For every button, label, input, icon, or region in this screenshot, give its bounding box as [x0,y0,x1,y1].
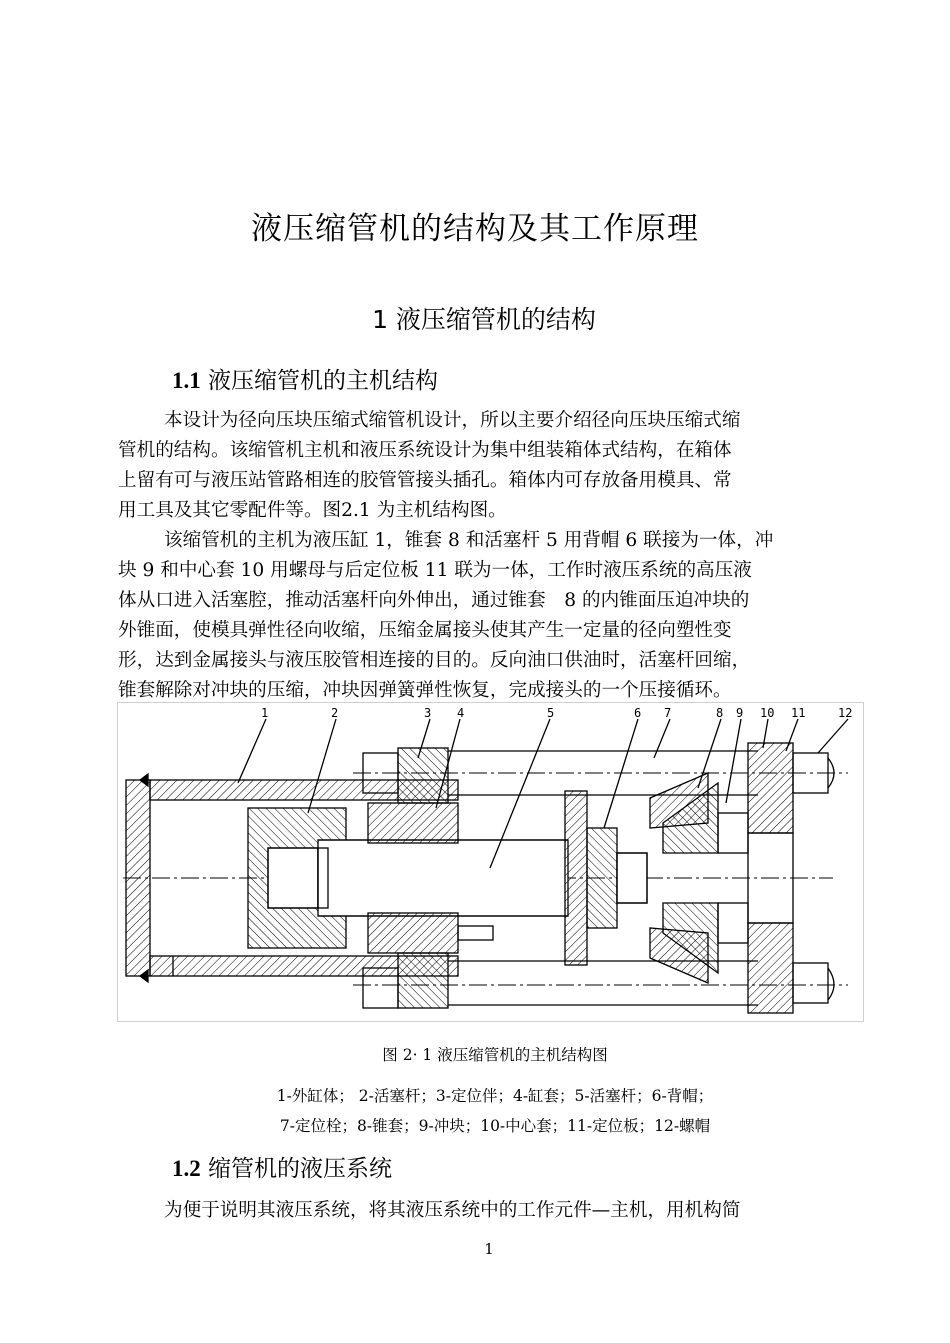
section-title: 液压缩管机的主机结构 [200,368,439,394]
callout-label: 11 [791,706,806,720]
callout-label: 12 [838,706,853,720]
section-title: 缩管机的液压系统 [200,1156,393,1182]
text-line: 外锥面，使模具弹性径向收缩，压缩金属接头使其产生一定量的径向塑性变 [118,620,732,641]
callout-label: 8 [716,706,724,720]
section-number: 1.2 [172,1156,201,1181]
paragraph-intro [118,406,848,526]
callout-label: 9 [736,706,744,720]
paragraph-mechanism [118,526,848,706]
text-line: 用工具及其它零配件等。图2.1 为主机结构图。 [118,500,507,521]
page-number: 1 [484,1240,494,1258]
text-line: 形，达到金属接头与液压胶管相连接的目的。反向油口供油时，活塞杆回缩， [118,650,751,671]
text-line: 管机的结构。该缩管机主机和液压系统设计为集中组装箱体式结构，在箱体 [118,440,732,461]
text-line: 该缩管机的主机为液压缸 1，锥套 8 和活塞杆 5 用背帽 6 联接为一体，冲 [164,530,774,551]
callout-label: 3 [424,706,432,720]
mechanical-drawing-svg [118,703,863,1021]
section-heading-1-1 [172,362,438,395]
text-line: 为便于说明其液压系统，将其液压系统中的工作元件—主机，用机构简 [164,1200,741,1221]
callout-label: 4 [457,706,465,720]
figure-legend-line2: 7-定位栓；8-锥套；9-冲块；10-中心套；11-定位板；12-螺帽 [279,1117,711,1135]
callout-label: 10 [760,706,775,720]
callout-label: 2 [331,706,339,720]
text-line: 本设计为径向压块压缩式缩管机设计，所以主要介绍径向压块压缩式缩 [164,410,741,431]
callout-label: 5 [547,706,555,720]
section-number: 1.1 [172,368,201,393]
callout-label: 1 [261,706,269,720]
paragraph-hydraulic [118,1196,848,1226]
text-line: 上留有可与液压站管路相连的胶管管接头插孔。箱体内可存放备用模具、常 [118,470,732,491]
section-heading-1-2 [172,1150,392,1183]
callout-label: 6 [634,706,642,720]
text-line: 体从口进入活塞腔，推动活塞杆向外伸出，通过锥套 8 的内锥面压迫冲块的 [118,590,750,611]
document-title: 液压缩管机的结构及其工作原理 [251,211,699,247]
callout-label: 7 [664,706,672,720]
section-heading-1: 1 液压缩管机的结构 [372,305,596,334]
figure-legend-line1: 1-外缸体； 2-活塞杆；3-定位伴；4-缸套；5-活塞杆；6-背帽； [276,1087,714,1105]
structure-drawing [117,702,864,1022]
text-line: 块 9 和中心套 10 用螺母与后定位板 11 联为一体，工作时液压系统的高压液 [118,560,752,581]
figure-caption: 图 2· 1 液压缩管机的主机结构图 [382,1046,608,1064]
text-line: 锥套解除对冲块的压缩，冲块因弹簧弹性恢复，完成接头的一个压接循环。 [118,680,732,701]
